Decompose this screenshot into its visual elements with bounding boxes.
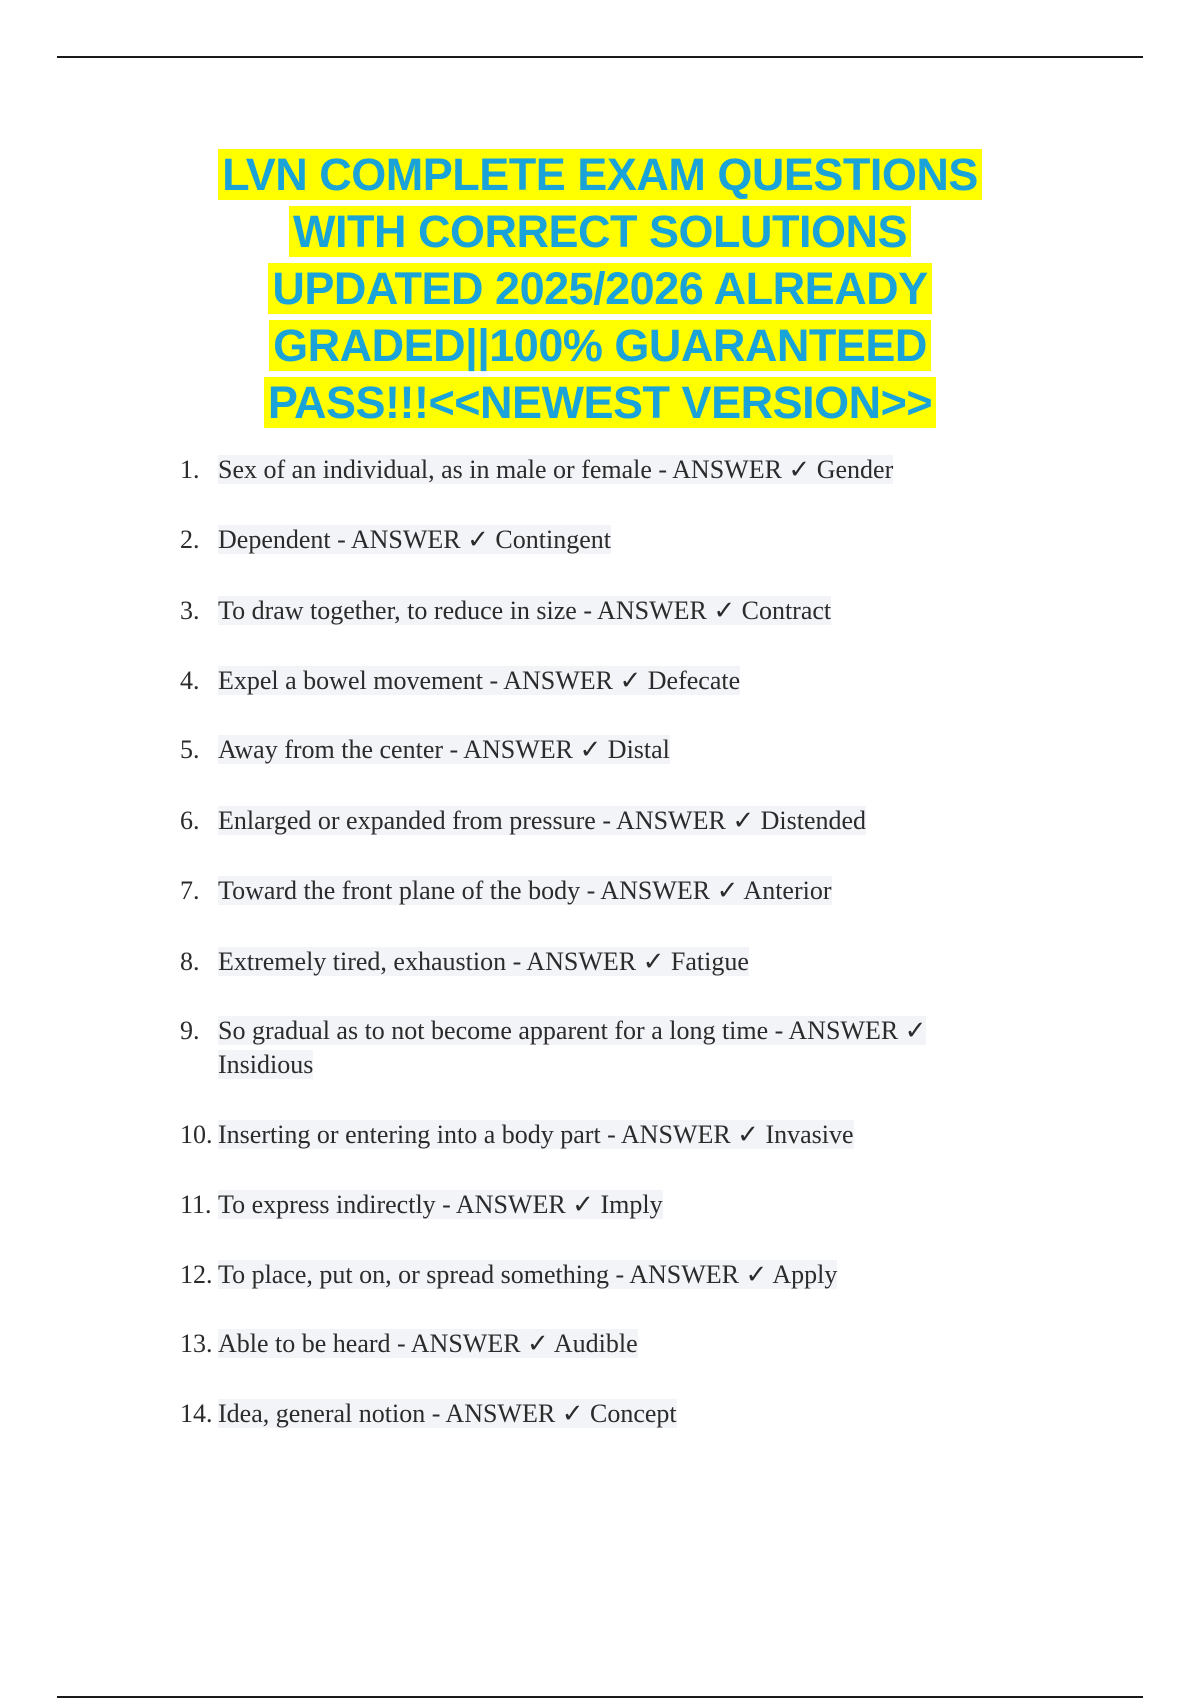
- item-text: Expel a bowel movement - ANSWER ✓ Defecate: [218, 666, 741, 695]
- item-number: 1.: [180, 455, 200, 484]
- item-text-wrap: [218, 1188, 1020, 1222]
- item-number: 12.: [180, 1260, 213, 1289]
- item-text-wrap: [218, 664, 1020, 698]
- title-line-text: UPDATED 2025/2026 ALREADY: [268, 263, 931, 314]
- item-text: To express indirectly - ANSWER ✓ Imply: [218, 1190, 663, 1219]
- item-text: Enlarged or expanded from pressure - ANSWER ✓ Distended: [218, 806, 867, 835]
- item-text-wrap: [218, 945, 1020, 979]
- item-text-wrap: [218, 523, 1020, 557]
- list-item: [180, 453, 1020, 487]
- title-line-text: WITH CORRECT SOLUTIONS: [289, 206, 911, 257]
- item-text: Away from the center - ANSWER ✓ Distal: [218, 735, 670, 764]
- item-text: Idea, general notion - ANSWER ✓ Concept: [218, 1399, 677, 1428]
- item-text: To draw together, to reduce in size - ANSWER ✓ Contract: [218, 596, 832, 625]
- item-number: 2.: [180, 525, 200, 554]
- item-number: 8.: [180, 947, 200, 976]
- title-line: [120, 146, 1080, 203]
- list-item: [180, 1014, 1020, 1082]
- item-text: Dependent - ANSWER ✓ Contingent: [218, 525, 611, 554]
- document-title: [120, 146, 1080, 431]
- title-line: [120, 203, 1080, 260]
- item-text: Inserting or entering into a body part - ANSWER ✓ Invasive: [218, 1120, 854, 1149]
- item-number: 10.: [180, 1120, 213, 1149]
- item-number: 6.: [180, 806, 200, 835]
- bottom-rule: [57, 1696, 1143, 1698]
- list-item: [180, 1188, 1020, 1222]
- title-line-text: LVN COMPLETE EXAM QUESTIONS: [218, 149, 982, 200]
- item-number: 13.: [180, 1329, 213, 1358]
- item-text-wrap: [218, 1397, 1020, 1431]
- list-item: [180, 664, 1020, 698]
- item-text-wrap: [218, 1118, 1020, 1152]
- list-item: [180, 733, 1020, 767]
- item-text-wrap: [218, 1258, 1020, 1292]
- item-text-wrap: [218, 453, 1020, 487]
- title-line: [120, 317, 1080, 374]
- item-text: Able to be heard - ANSWER ✓ Audible: [218, 1329, 638, 1358]
- item-number: 4.: [180, 666, 200, 695]
- title-line-text: GRADED||100% GUARANTEED: [269, 320, 931, 371]
- item-text-wrap: [218, 1014, 1020, 1082]
- list-item: [180, 945, 1020, 979]
- item-number: 7.: [180, 876, 200, 905]
- title-line-text: PASS!!!<<NEWEST VERSION>>: [264, 377, 936, 428]
- item-number: 5.: [180, 735, 200, 764]
- list-item: [180, 1118, 1020, 1152]
- list-item: [180, 1258, 1020, 1292]
- list-item: [180, 804, 1020, 838]
- list-item: [180, 1327, 1020, 1361]
- item-number: 11.: [180, 1190, 212, 1219]
- item-number: 9.: [180, 1016, 200, 1045]
- item-text-wrap: [218, 804, 1020, 838]
- item-text-wrap: [218, 874, 1020, 908]
- list-item: [180, 874, 1020, 908]
- list-item: [180, 1397, 1020, 1431]
- title-line: [120, 260, 1080, 317]
- item-number: 3.: [180, 596, 200, 625]
- item-number: 14.: [180, 1399, 213, 1428]
- item-text: So gradual as to not become apparent for a long time - ANSWER ✓ Insidious: [218, 1016, 927, 1079]
- item-text-wrap: [218, 733, 1020, 767]
- item-text: To place, put on, or spread something - ANSWER ✓ Apply: [218, 1260, 838, 1289]
- item-text-wrap: [218, 594, 1020, 628]
- item-text: Extremely tired, exhaustion - ANSWER ✓ Fatigue: [218, 947, 749, 976]
- item-text: Toward the front plane of the body - ANSWER ✓ Anterior: [218, 876, 832, 905]
- list-item: [180, 523, 1020, 557]
- title-line: [120, 374, 1080, 431]
- item-text: Sex of an individual, as in male or female - ANSWER ✓ Gender: [218, 455, 894, 484]
- item-text-wrap: [218, 1327, 1020, 1361]
- top-rule: [57, 56, 1143, 58]
- list-item: [180, 594, 1020, 628]
